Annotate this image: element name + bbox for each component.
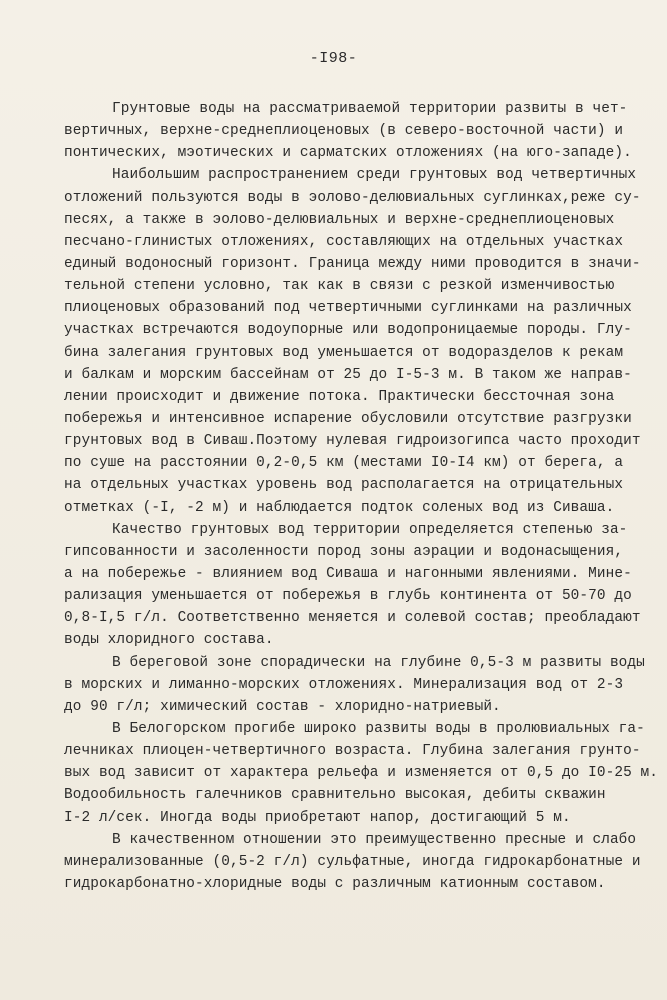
- text-line: лении происходит и движение потока. Практически бессточная зона: [64, 388, 615, 405]
- text-line: а на побережье - влиянием вод Сиваша и нагонными явлениями. Мине-: [64, 565, 632, 582]
- text-line: тельной степени условно, так как в связи с резкой изменчивостью: [64, 278, 615, 295]
- text-line: грунтовых вод в Сиваш.Поэтому нулевая гидроизогипса часто проходит: [64, 433, 641, 450]
- text-line: отметках (-I, -2 м) и наблюдается подток соленых вод из Сиваша.: [64, 499, 615, 516]
- text-line: вертичных, верхне-среднеплиоценовых (в северо-восточной части) и: [64, 123, 624, 140]
- text-line: участках встречаются водоупорные или водопроницаемые породы. Глу-: [64, 322, 632, 339]
- text-line: песях, а также в эолово-делювиальных и верхне-среднеплиоценовых: [64, 211, 615, 228]
- text-line: песчано-глинистых отложениях, составляющих на отдельных участках: [64, 233, 624, 250]
- text-line: понтических, мэотических и сарматских отложениях (на юго-западе).: [64, 145, 632, 162]
- text-line: и балкам и морским бассейнам от 25 до I-5-3 м. В таком же направ-: [64, 366, 632, 383]
- text-line: бина залегания грунтовых вод уменьшается от водоразделов к рекам: [64, 344, 624, 361]
- text-line: Наибольшим распространением среди грунтовых вод четвертичных: [112, 167, 637, 184]
- page-number: -I98-: [309, 50, 358, 67]
- text-line: 0,8-I,5 г/л. Соответственно меняется и солевой состав; преобладают: [64, 610, 641, 627]
- text-line: минерализованные (0,5-2 г/л) сульфатные, иногда гидрокарбонатные и: [64, 853, 641, 870]
- text-line: В качественном отношении это преимущественно пресные и слабо: [112, 831, 637, 848]
- text-line: Водообильность галечников сравнительно высокая, дебиты скважин: [64, 787, 606, 804]
- text-line: плиоценовых образований под четвертичными суглинками на различных: [64, 300, 632, 317]
- text-line: побережья и интенсивное испарение обусловили отсутствие разгрузки: [64, 410, 632, 427]
- text-line: на отдельных участках уровень вод располагается на отрицательных: [64, 477, 624, 494]
- text-line: I-2 л/сек. Иногда воды приобретают напор, достигающий 5 м.: [64, 809, 571, 826]
- text-line: гидрокарбонатно-хлоридные воды с различным катионным составом.: [64, 875, 606, 892]
- text-line: гипсованности и засоленности пород зоны аэрации и водонасыщения,: [64, 543, 624, 560]
- text-line: воды хлоридного состава.: [64, 632, 274, 649]
- text-line: В Белогорском прогибе широко развиты воды в пролювиальных га-: [112, 720, 645, 737]
- text-line: в морских и лиманно-морских отложениях. Минерализация вод от 2-3: [64, 676, 624, 693]
- text-line: В береговой зоне спорадически на глубине 0,5-3 м развиты воды: [112, 654, 645, 671]
- text-line: вых вод зависит от характера рельефа и изменяется от 0,5 до I0-25 м.: [64, 765, 659, 782]
- text-line: единый водоносный горизонт. Граница между ними проводится в значи-: [64, 255, 641, 272]
- text-line: до 90 г/л; химический состав - хлоридно-натриевый.: [64, 698, 501, 715]
- text-line: по суше на расстоянии 0,2-0,5 км (местами I0-I4 км) от берега, а: [64, 455, 624, 472]
- text-line: лечниках плиоцен-четвертичного возраста. Глубина залегания грунто-: [64, 743, 641, 760]
- text-line: отложений пользуются воды в эолово-делювиальных суглинках,реже су-: [64, 189, 641, 206]
- text-line: Качество грунтовых вод территории определяется степенью за-: [112, 521, 628, 538]
- text-line: рализация уменьшается от побережья в глубь континента от 50-70 до: [64, 588, 632, 605]
- text-line: Грунтовые воды на рассматриваемой территории развиты в чет-: [112, 101, 628, 117]
- body-text: [64, 98, 659, 895]
